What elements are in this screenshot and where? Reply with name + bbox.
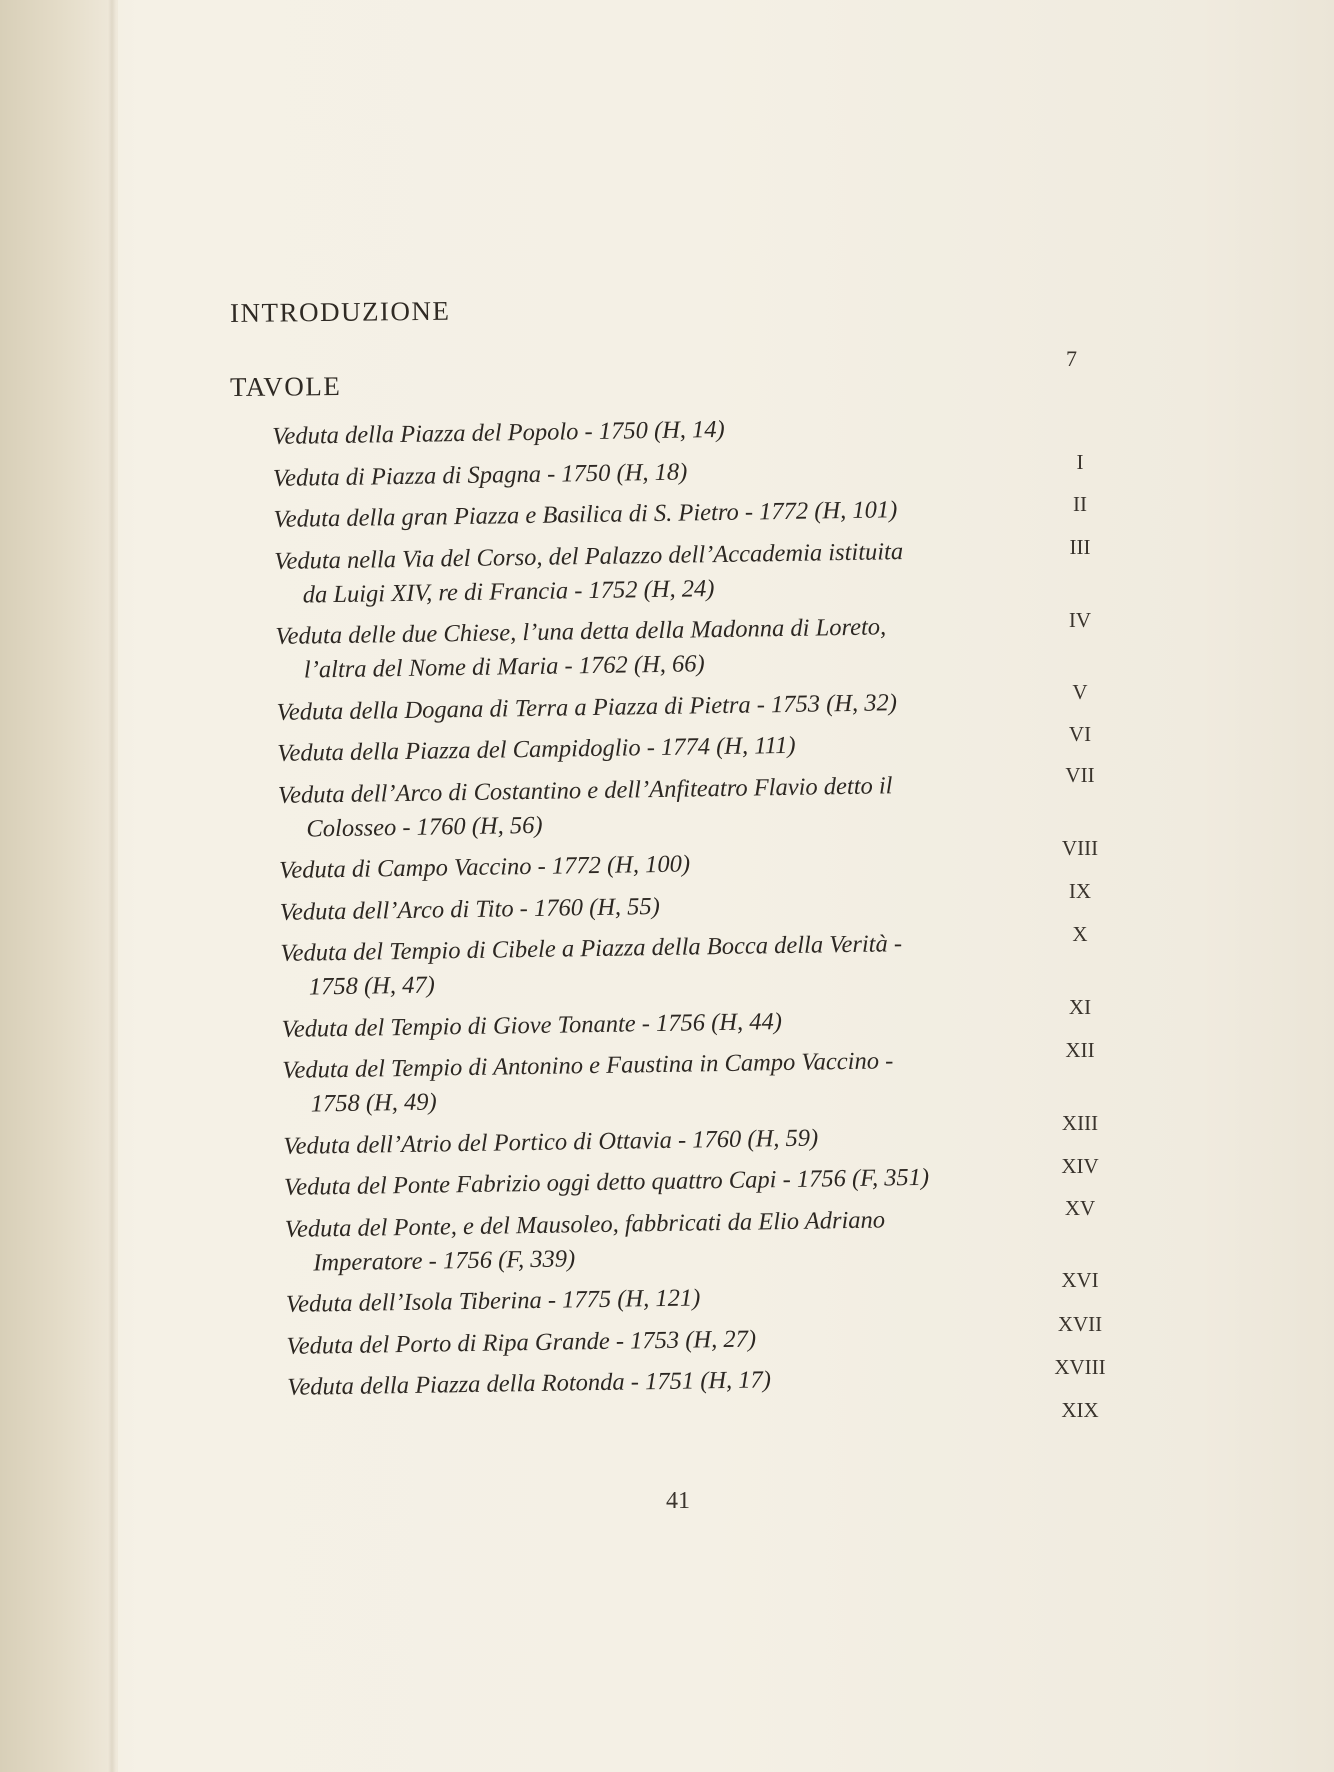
toc-entry-line: Veduta del Tempio di Cibele a Piazza della Bocca della Verità -	[280, 930, 903, 967]
toc-entry-line: Veduta dell’Atrio del Portico di Ottavia - 1760 (H, 59)	[283, 1124, 819, 1160]
toc-entry-line: Veduta dell’Isola Tiberina - 1775 (H, 121)	[285, 1284, 701, 1318]
toc-entry-line: Veduta del Tempio di Antonino e Faustina in Campo Vaccino -	[282, 1047, 894, 1084]
plate-number: XIII	[1061, 1111, 1099, 1135]
toc-entry	[279, 885, 959, 930]
toc-entry-line: Veduta di Piazza di Spagna - 1750 (H, 18)	[272, 457, 688, 492]
plate-number: XIX	[1061, 1398, 1099, 1422]
toc-entry-continuation: da Luigi XIV, re di Francia - 1752 (H, 24)	[302, 574, 715, 609]
plate-number: IX	[1068, 879, 1092, 903]
toc-entry	[280, 926, 961, 1005]
toc-entry	[273, 451, 953, 496]
plate-list	[272, 409, 968, 1412]
toc-entry	[278, 768, 959, 847]
toc-entry	[284, 1202, 965, 1281]
toc-entry	[286, 1319, 966, 1364]
toc-entry-continuation: Imperatore - 1756 (F, 339)	[313, 1244, 576, 1276]
plate-number: VI	[1068, 722, 1092, 746]
plate-number: XVIII	[1054, 1355, 1106, 1379]
toc-entry-line: Veduta del Ponte Fabrizio oggi detto quattro Capi - 1756 (F, 351)	[283, 1163, 930, 1201]
toc-entry	[281, 1002, 961, 1047]
toc-entry	[276, 685, 956, 730]
toc-entry	[282, 1043, 963, 1122]
introduzione-page-number: 7	[1066, 346, 1077, 371]
toc-entry-line: Veduta del Ponte, e del Mausoleo, fabbricati da Elio Adriano	[284, 1205, 886, 1243]
plate-number: XV	[1064, 1196, 1096, 1220]
toc-entry	[287, 1360, 967, 1405]
plate-number: IV	[1068, 608, 1092, 632]
plate-number: XII	[1065, 1038, 1095, 1062]
plate-number-column	[1030, 0, 1130, 1772]
plate-number: V	[1072, 680, 1088, 704]
tavole-heading: TAVOLE	[229, 371, 342, 402]
toc-entry-continuation: Colosseo - 1760 (H, 56)	[306, 811, 543, 843]
toc-entry-continuation: 1758 (H, 49)	[310, 1088, 437, 1118]
toc-entry-line: Veduta di Campo Vaccino - 1772 (H, 100)	[278, 850, 691, 884]
toc-entry	[275, 609, 956, 688]
plate-number: I	[1076, 450, 1084, 474]
toc-entry	[274, 534, 955, 613]
toc-entry-line: Veduta del Tempio di Giove Tonante - 1756 (H, 44)	[281, 1007, 783, 1043]
plate-number: VII	[1065, 763, 1095, 787]
plate-number: X	[1072, 922, 1088, 946]
toc-entry-line: Veduta dell’Arco di Tito - 1760 (H, 55)	[279, 892, 661, 926]
plate-number: XI	[1068, 995, 1092, 1019]
toc-entry-line: Veduta della Piazza del Campidoglio - 1774 (H, 111)	[277, 731, 796, 767]
plate-number: XVI	[1061, 1268, 1099, 1292]
plate-number: III	[1069, 535, 1091, 559]
page-folio: 41	[666, 1488, 690, 1514]
toc-entry-line: Veduta del Porto di Ripa Grande - 1753 (H, 27)	[286, 1325, 757, 1360]
toc-entry	[279, 843, 959, 888]
toc-entry	[272, 409, 952, 454]
toc-entry	[273, 492, 953, 537]
plate-number: II	[1073, 492, 1087, 516]
toc-entry-continuation: 1758 (H, 47)	[308, 971, 435, 1001]
toc-entry	[283, 1119, 963, 1164]
toc-entry	[286, 1277, 966, 1322]
toc-entry-line: Veduta della Piazza della Rotonda - 1751 (H, 17)	[286, 1366, 772, 1401]
toc-entry-line: Veduta dell’Arco di Costantino e dell’Anfiteatro Flavio detto il	[277, 771, 893, 809]
toc-entry-line: Veduta delle due Chiese, l’una detta della Madonna di Loreto,	[275, 613, 887, 650]
toc-entry	[277, 726, 957, 771]
toc-entry-line: Veduta della Piazza del Popolo - 1750 (H, 14)	[272, 415, 725, 450]
toc-entry-line: Veduta nella Via del Corso, del Palazzo dell’Accademia istituita	[274, 537, 904, 575]
plate-number: XVII	[1057, 1312, 1103, 1336]
toc-entry-line: Veduta della Dogana di Terra a Piazza di Pietra - 1753 (H, 32)	[276, 688, 898, 726]
toc-entry-continuation: l’altra del Nome di Maria - 1762 (H, 66)	[303, 650, 705, 684]
introduzione-heading: INTRODUZIONE	[229, 295, 451, 328]
plate-number: VIII	[1061, 836, 1099, 860]
plate-number: XIV	[1061, 1154, 1099, 1178]
toc-entry-line: Veduta della gran Piazza e Basilica di S. Pietro - 1772 (H, 101)	[273, 496, 898, 533]
toc-entry	[284, 1160, 964, 1205]
